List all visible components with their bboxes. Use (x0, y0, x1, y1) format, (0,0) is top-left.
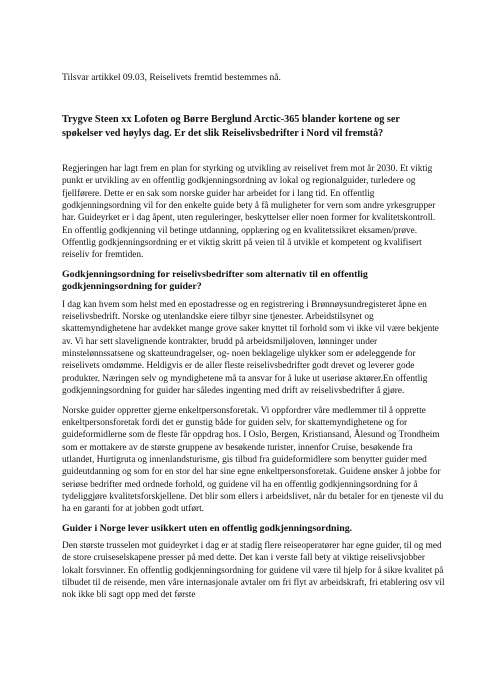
article-body (62, 163, 447, 609)
body-paragraph-2: I dag kan hvem som helst med en epostadresse og en registrering i Brønnøysundregisteret åpne en reiselivsbedrift. Norske og utenlandske eiere tilbyr sine tjenester. Arbeidstilsynet og skattemyndighetene har avdekket mange grove saker knyttet til forhold som vi ikke vil være bekjente av. Vi har sett slavelignende kontrakter, brudd på arbeidsmiljøloven, lønninger under minstelønnssatsene og skatteundragelser, og- noen beklagelige ulykker som er ødeleggende for reiselivets omdømme. Heldigvis er de aller fleste reiselivsbedrifter godt drevet og leverer gode produkter. Næringen selv og myndighetene må ta ansvar for å luke ut useriøse aktører.En offentlig godkjenningsordning for guider har således ingenting med drift av reiselivsbedrifter å gjøre. (62, 299, 439, 397)
intro-line: Tilsvar artikkel 09.03, Reiselivets fremtid bestemmes nå. (62, 72, 281, 83)
body-paragraph-4: Den største trusselen mot guideyrket i dag er at stadig flere reiseoperatører har egne guider, til og med de store cruiseselskapene presser på med dette. Det kan i verste fall bety at viktige reiselivsjobber lokalt forsvinner. En offentlig godkjenningsordning for guidene vil være til hjelp for å sikre kvalitet på tilbudet til de reisende, men våre internasjonale avtaler om fri flyt av arbeidskraft, fri etablering osv vil nok ikke bli sagt opp med det første (62, 541, 445, 601)
body-paragraph-1: Regjeringen har lagt frem en plan for styrking og utvikling av reiselivet frem mot år 2030. Et viktig punkt er utvikling av en offentlig godkjenningsordning av lokal og regionalguider, turledere og fjellførere. Dette er en sak som norske guider har arbeidet for i lang tid. En offentlig godkjenningsordning vil for den enkelte guide bety å få muligheter for vern som andre yrkesgrupper har. Guideyrket er i dag åpent, uten reguleringer, beskyttelser eller noen former for kvalitetskontroll. En offentlig godkjenning vil betinge utdanning, opplæring og en kvalitetssikret eksamen/prøve. Offentlig godkjenningsordning er et viktig skritt på veien til å utvikle et kompetent og kvalifisert reiseliv for fremtiden. (62, 164, 436, 261)
lead-paragraph: Trygve Steen xx Lofoten og Børre Berglund Arctic-365 blander kortene og ser spøkelser ved høylys dag. Er det slik Reiselivsbedrifter i Nord vil fremstå? (62, 114, 400, 139)
section-heading-1: Godkjenningsordning for reiselivsbedrifter som alternativ til en offentlig godkjenningsordning for guider? (62, 268, 368, 293)
section-heading-2: Guider i Norge lever usikkert uten en offentlig godkjenningsordning. (62, 522, 353, 534)
body-paragraph-3: Norske guider oppretter gjerne enkeltpersonsforetak. Vi oppfordrer våre medlemmer til å opprette enkeltpersonsforetak fordi det er gunstig både for guiden selv, for skattemyndighetene og for guideformidlerne som de fleste får oppdrag hos. I Oslo, Bergen, Kristiansand, Ålesund og Trondheim som er mottakere av de største gruppene av besøkende turister, innenfor Cruise, besøkende fra utlandet, Hurtigruta og innenlandsturisme, gis tilbud fra guideformidlere som benytter guider med guideutdanning og som for en stor del har sine egne enkeltpersonsforetak. Guidene ønsker å jobbe for seriøse bedrifter med ordnede forhold, og guidene vil ha en offentlig godkjenningsordning for å tydeliggjøre kvalitetsforskjellene. Det blir som ellers i arbeidslivet, når du betaler for en tjeneste vil du ha en garanti for at jobben godt utført. (62, 405, 444, 515)
